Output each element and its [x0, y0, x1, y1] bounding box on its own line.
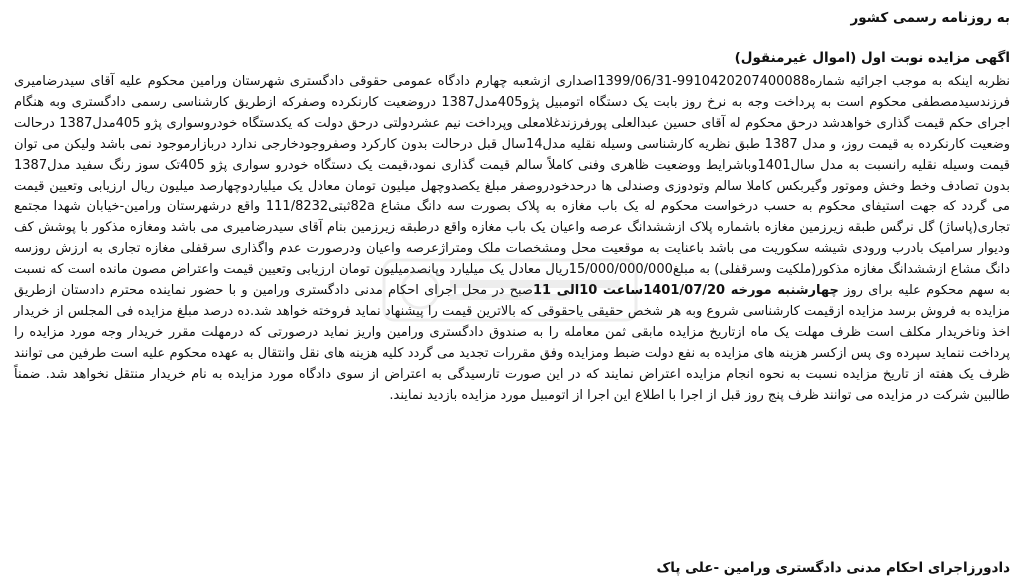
publication-header: به روزنامه رسمی کشور — [850, 10, 1010, 26]
signature: دادورزاجرای احکام مدنی دادگستری ورامین -علی پاک — [656, 560, 1010, 576]
notice-body — [14, 72, 1010, 407]
notice-title: اگهی مزایده نوبت اول (اموال غیرمنقول) — [734, 50, 1010, 66]
auction-date: چهارشنبه مورخه 1401/07/20ساعت 10الی 11 — [532, 283, 839, 299]
body-part-1: نظربه اینکه به موجب اجرائیه شماره9910420207400088-1399/06/31اصداری ازشعبه چهارم دادگاه عمومی حقوقی دادگستری شهرستان ورامین محکوم علیه آقای سیدرضامیری فرزندسیدمصطفی محکوم است به پرداخت وجه به نرخ روز بابت یک دستگاه اتومبیل پژو405مدل1387 دروضعیت کارنکرده وصفرکه ازطریق کارشناسی رسمی دادگستری وبه هنگام اجرای حکم قیمت گذاری خواهدشد درحق محکوم له آقای حسین عبدالعلی پورفرزندغلامعلی وپرداخت نیم عشردولتی درحق دولت که یکدستگاه خودروسواری پژو 405مدل1387 درحالت وضعیت کارنکرده به قیمت روز، و مدل 1387 طبق نظریه کارشناسی وسیله نقلیه مدل14سال قبل درحالت بدون کارکرد وصفروجودخارجی ندارد دربازارموجود نمی باشد ولیکن می توان قیمت وسیله نقلیه رانسبت به مدل سال1401وباشرایط ووضعیت ظاهری وفنی کاملاً سالم قیمت گذاری نمود،قیمت یک دستگاه خودرو سواری پژو 405تک سوز رنگ سفید مدل1387 بدون تصادف وخط وخش وموتور وگیربکس کاملا سالم وتودوزی وصندلی ها درحدخودروصفر مبلغ یکصدوچهل میلیون تومان معادل یک میلیاردوچهارصد میلیون ریال ارزیابی وتعیین قیمت می گردد که جهت استیفای محکوم به حسب درخواست محکوم له یک باب مغازه به پلاک بصورت سه دانگ مشاع 82aثبتی111/8232 واقع درشهرستان ورامین-خیابان شهدا مجتمع تجاری(پاساژ) گل نرگس طبقه زیرزمین مغازه باشماره پلاک ازششدانگ عرصه واعیان یک باب مغازه واقع درطبقه زیرزمین بنام آقای سیدرضامیری می باشد ومغازه مذکور با پوشش کف ودیوار سرامیک بادرب ورودی شیشه سکوریت می باشد باعنایت به موقعیت محل ومشخصات ملک ومتراژعرصه واعیان ودرصورت عدم واگذاری سرقفلی مغازه تجاری به ارزش روزسه دانگ مشاع ازششدانگ مغازه مذکور(ملکیت وسرقفلی) به مبلغ15/000/000/000ریال معادل یک میلیارد وپانصدمیلیون تومان ارزیابی وتعیین قیمت واعتراض مصون مانده است که نسبت به سهم محکوم علیه برای روز — [14, 74, 1011, 299]
body-part-2: صبح در محل اجرای احکام مدنی دادگستری ورامین و با حضور نماینده محترم دادستان ازطریق مزایده به فروش برسد مزایده ازقیمت کارشناسی شروع وبه هر شخص حقیقی یاحقوقی که بالاترین قیمت را پیشنهاد نماید فروخته خواهد شد.ده درصد مبلغ مزایده فی المجلس از خریدار اخذ وناخریدار مکلف است ظرف مهلت یک ماه ازتاریخ مزایده مابقی ثمن معامله را به صندوق دادگستری ورامین واریز نماید درصورتی که درمهلت مقرر خریدار وجه مورد مزایده را پرداخت ننماید سپرده وی پس ازکسر هزینه های مزایده به نفع دولت ضبط ومزایده وفق مقررات تجدید می گردد کلیه هزینه های نقل وانتقال به عهده محکوم علیه است طرفین می توانند ظرف یک هفته از تاریخ مزایده نسبت به نحوه انجام مزایده اعتراض نمایند که در این صورت تارسیدگی به اعتراض از سوی دادگاه مورد مزایده به نام خریدار منتقل نخواهد شد. ضمناً طالبین شرکت در مزایده می توانند ظرف پنج روز قبل از اجرا با اطلاع این اجرا از اتومبیل مورد مزایده بازدید نمایند. — [14, 283, 1010, 403]
